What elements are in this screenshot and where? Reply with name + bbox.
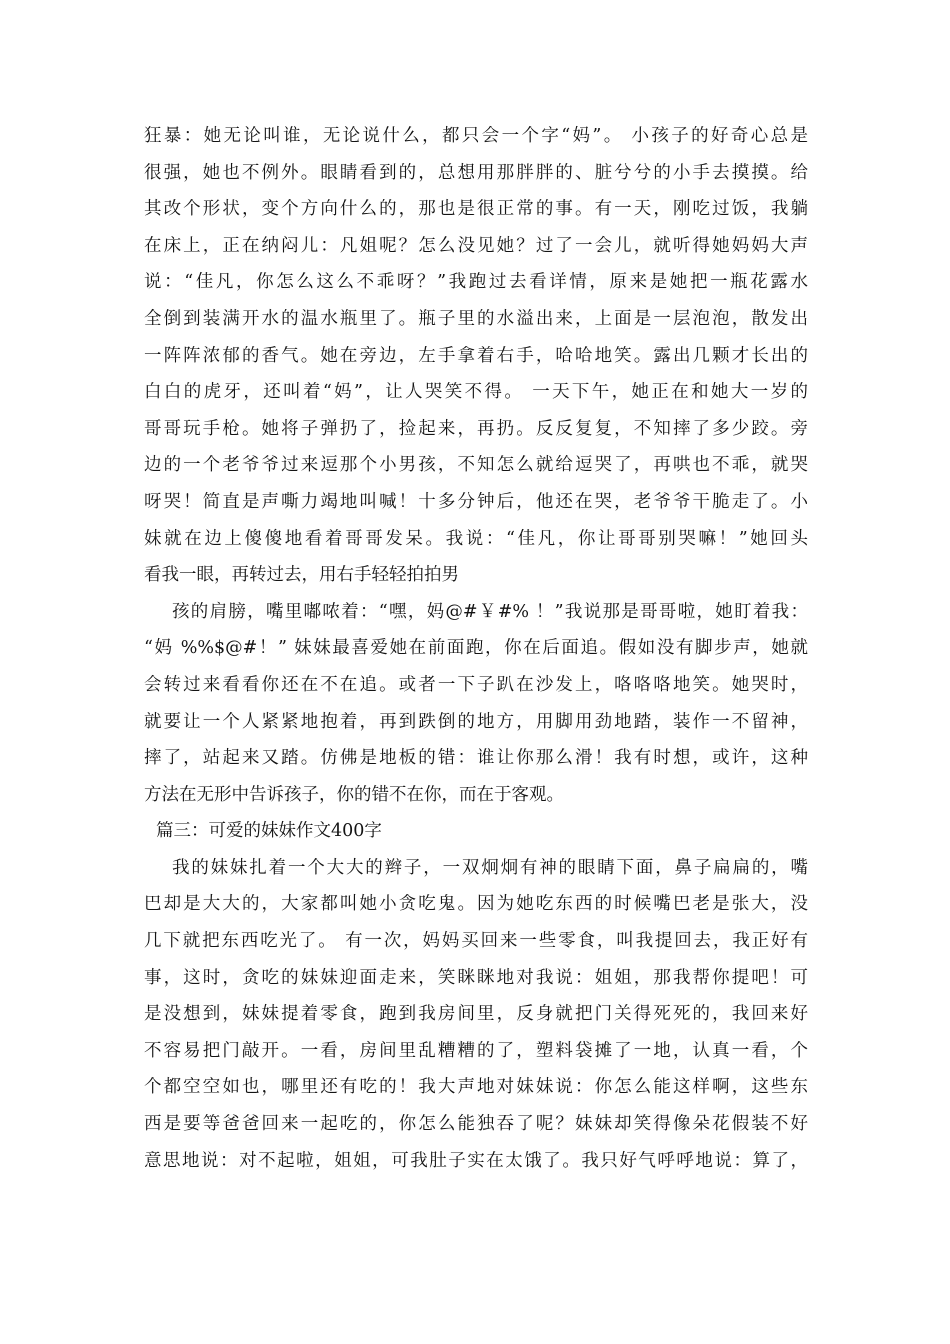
text-line: 就要让一个人紧紧地抱着，再到跌倒的地方，用脚用劲地踏，装作一不留神， [144, 711, 808, 732]
text-line: 全倒到装满开水的温水瓶里了。瓶子里的水溢出来，上面是一层泡泡，散发出 [144, 308, 808, 329]
text-line: 一阵阵浓郁的香气。她在旁边，左手拿着右手，哈哈地笑。露出几颗才长出的 [144, 345, 808, 366]
text-line: 巴却是大大的，大家都叫她小贪吃鬼。因为她吃东西的时候嘴巴老是张大，没 [144, 894, 808, 915]
essay-text [144, 118, 808, 1179]
text-line: 事，这时，贪吃的妹妹迎面走来，笑眯眯地对我说：姐姐，那我帮你提吧！可 [144, 967, 808, 988]
text-line: 很强，她也不例外。眼睛看到的，总想用那胖胖的、脏兮兮的小手去摸摸。给 [144, 162, 808, 183]
text-line: 哥哥玩手枪。她将子弹扔了，捡起来，再扔。反反复复，不知摔了多少跤。旁 [144, 418, 808, 439]
text-line: 狂暴：她无论叫谁，无论说什么，都只会一个字“妈”。 小孩子的好奇心总是 [144, 126, 808, 146]
text-line: 白白的虎牙，还叫着“妈”，让人哭笑不得。 一天下午，她正在和她大一岁的 [144, 382, 808, 403]
text-line: 我的妹妹扎着一个大大的辫子，一双炯炯有神的眼睛下面，鼻子扁扁的，嘴 [172, 857, 808, 878]
text-line: 在床上，正在纳闷儿：凡姐呢？怎么没见她？过了一会儿，就听得她妈妈大声 [144, 235, 808, 256]
text-line: 会转过来看看你还在不在追。或者一下子趴在沙发上，咯咯咯地笑。她哭时， [144, 674, 808, 695]
text-line: 是没想到，妹妹提着零食，跑到我房间里，反身就把门关得死死的，我回来好 [144, 1004, 808, 1025]
text-line: 看我一眼，再转过去，用右手轻轻拍拍男 [144, 565, 459, 586]
text-line: “妈 %%$@#！” 妹妹最喜爱她在前面跑，你在后面追。假如没有脚步声，她就 [144, 638, 808, 659]
text-line: 摔了，站起来又踏。仿佛是地板的错：谁让你那么滑！我有时想，或许，这种 [144, 748, 808, 769]
text-line: 不容易把门敲开。一看，房间里乱糟糟的了，塑料袋摊了一地，认真一看，个 [144, 1040, 808, 1061]
text-line: 孩的肩膀，嘴里嘟哝着：“嘿，妈@#￥#% ！”我说那是哥哥啦，她盯着我： [172, 601, 808, 622]
text-line: 方法在无形中告诉孩子，你的错不在你，而在于客观。 [144, 784, 564, 805]
text-line: 个都空空如也，哪里还有吃的！我大声地对妹妹说：你怎么能这样啊，这些东 [144, 1077, 808, 1098]
text-line: 妹就在边上傻傻地看着哥哥发呆。我说：“佳凡，你让哥哥别哭嘛！”她回头 [144, 528, 808, 549]
text-line: 意思地说：对不起啦，姐姐，可我肚子实在太饿了。我只好气呼呼地说：算了， [144, 1150, 808, 1171]
section-heading: 篇三：可爱的妹妹作文400字 [156, 821, 382, 842]
text-line: 其改个形状，变个方向什么的，那也是很正常的事。有一天，刚吃过饭，我躺 [144, 199, 808, 220]
text-line: 呀哭！简直是声嘶力竭地叫喊！十多分钟后，他还在哭，老爷爷干脆走了。小 [144, 491, 808, 512]
text-line: 边的一个老爷爷过来逗那个小男孩，不知怎么就给逗哭了，再哄也不乖，就哭 [144, 455, 808, 476]
text-line: 西是要等爸爸回来一起吃的，你怎么能独吞了呢？妹妹却笑得像朵花假装不好 [144, 1114, 808, 1135]
text-line: 几下就把东西吃光了。 有一次，妈妈买回来一些零食，叫我提回去，我正好有 [144, 931, 808, 952]
text-line: 说：“佳凡，你怎么这么不乖呀？”我跑过去看详情，原来是她把一瓶花露水 [144, 272, 808, 293]
